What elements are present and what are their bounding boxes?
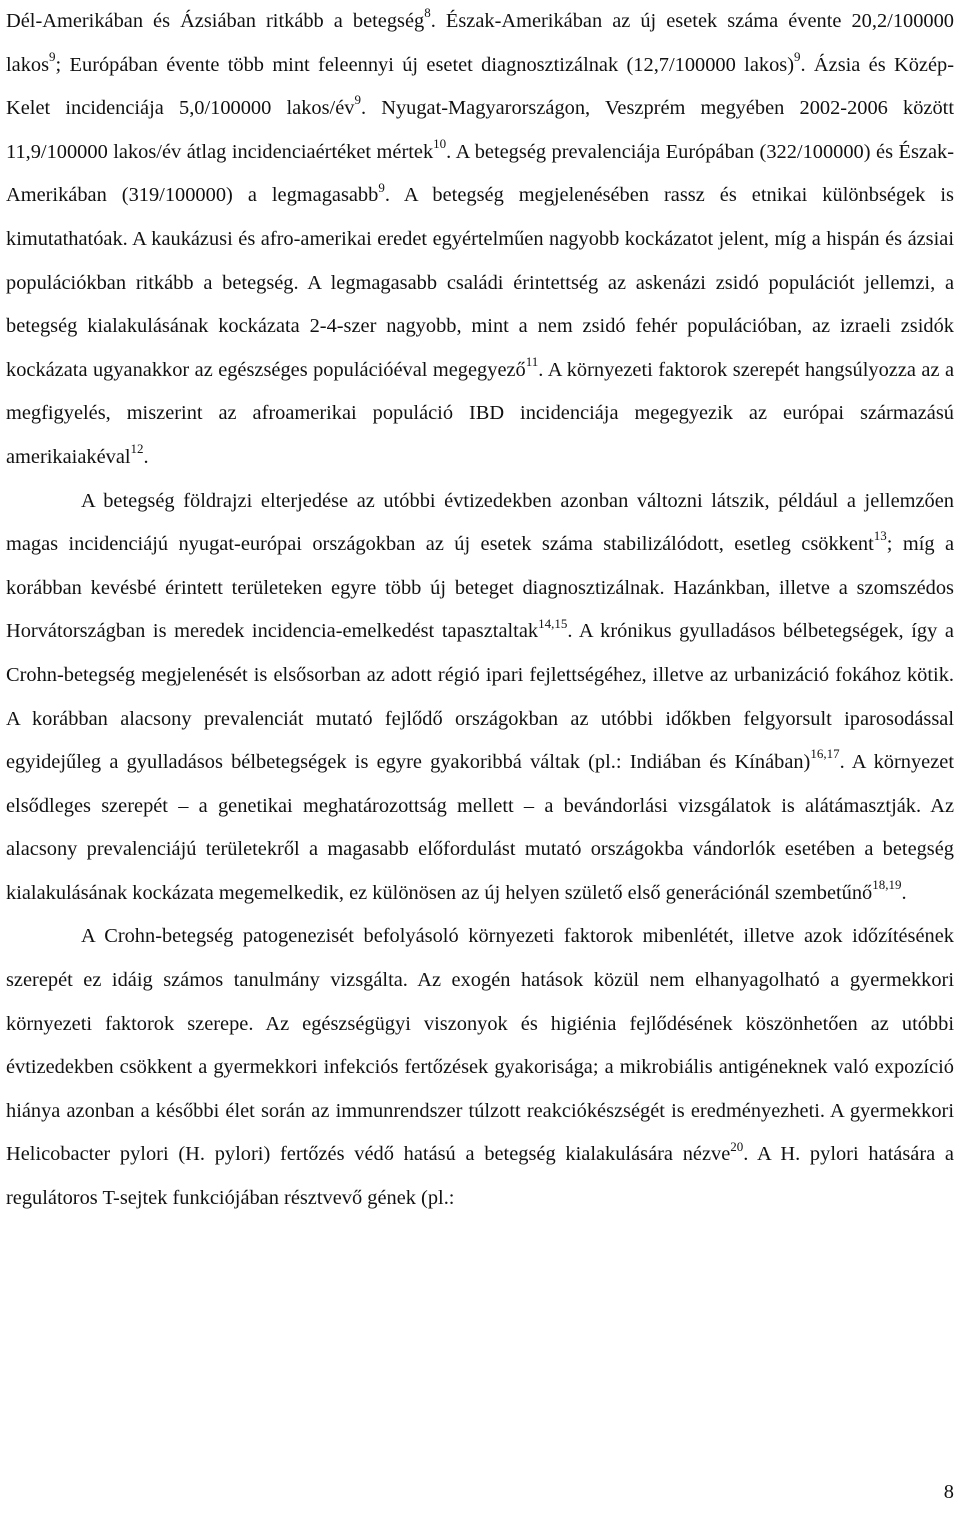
citation-superscript: 18,19 <box>872 877 902 893</box>
text-run: A Crohn-betegség patogenezisét befolyásoló környezeti faktorok mibenlétét, illetve azok időzítésének szerepét ez idáig számos tanulmány vizsgálta. Az exogén hatások közül nem elhanyagolható a gyermekkori környezeti faktorok szerepe. Az egészségügyi viszonyok és higiénia fejlődésének köszönhetően az utóbbi évtizedekben csökkent a gyermekkori infekciós fertőzések gyakorisága; a mikrobiális antigéneknek való expozíció hiánya azonban a későbbi élet során az immunrendszer túlzott reakciókészségét is eredményezheti. A gyermekkori Helicobacter pylori (H. pylori) fertőzés védő hatású a betegség kialakulására nézve <box>6 925 954 1166</box>
citation-superscript: 20 <box>730 1138 744 1154</box>
citation-superscript: 9 <box>378 179 385 195</box>
citation-superscript: 16,17 <box>810 746 840 762</box>
text-run: . A krónikus gyulladásos bélbetegségek, így a Crohn-betegség megjelenését is elsősorban az adott régió ipari fejlettségéhez, illetve az urbanizáció fokához kötik. A korábban alacsony prevalenciát mutató fejlődő országokban az utóbbi időkben felgyorsult iparosodással egyidejűleg a gyulladásos bélbetegségek is egyre gyakoribbá váltak (pl.: Indiában és Kínában) <box>6 620 954 774</box>
body-text <box>6 0 954 1221</box>
text-run: ; Európában évente több mint feleennyi új esetet diagnosztizálnak (12,7/100000 lakos) <box>55 53 794 76</box>
citation-superscript: 11 <box>525 353 539 369</box>
text-run: . A H. pylori hatására a regulátoros T-sejtek funkciójában résztvevő gének (pl.: <box>6 1143 954 1210</box>
text-run: . A környezeti faktorok szerepét hangsúlyozza az a megfigyelés, miszerint az afroamerikai populáció IBD incidenciája megegyezik az európai származású amerikaiakéval <box>6 358 954 468</box>
text-run: . Nyugat-Magyarországon, Veszprém megyében 2002-2006 között 11,9/100000 lakos/év átlag incidenciaértéket mértek <box>6 97 954 163</box>
page-number: 8 <box>943 1481 954 1503</box>
text-run: A betegség földrajzi elterjedése az utóbbi évtizedekben azonban változni látszik, például a jellemzően magas incidenciájú nyugat-európai országokban az új esetek száma stabilizálódott, esetleg csökkent <box>6 489 954 556</box>
text-run: . Ázsia és Közép-Kelet incidenciája 5,0/100000 lakos/év <box>6 53 954 120</box>
citation-superscript: 14,15 <box>538 615 568 631</box>
text-run: . A környezet elsődleges szerepét – a genetikai meghatározottság mellett – a bevándorlási vizsgálatok is alátámasztják. Az alacsony prevalenciájú területekről a magasabb előfordulást mutató országokba vándorlók esetében a betegség kialakulásának kockázata megemelkedik, ez különösen az új helyen születő első generációnál szembetűnő <box>6 751 954 904</box>
citation-superscript: 9 <box>49 48 56 64</box>
paragraph <box>6 480 954 916</box>
paragraph <box>6 915 954 1220</box>
text-run: . <box>901 881 907 904</box>
citation-superscript: 13 <box>873 528 887 544</box>
text-run: . A betegség megjelenésében rassz és etnikai különbségek is kimutathatóak. A kaukázusi és afro-amerikai eredet egyértelműen nagyobb kockázatot jelent, míg a hispán és ázsiai populációkban ritkább a betegség. A legmagasabb családi érintettség az askenázi zsidó populációt jellemzi, a betegség kialakulásának kockázata 2-4-szer nagyobb, mint a nem zsidó fehér populációban, az izraeli zsidók kockázata ugyanakkor az egészséges populációéval megegyező <box>6 184 954 381</box>
text-run: . <box>143 445 149 468</box>
text-run: ; míg a korábban kevésbé érintett területeken egyre több új beteget diagnosztizálnak. Hazánkban, illetve a szomszédos Horvátországban is meredek incidencia-emelkedést tapasztaltak <box>6 533 954 643</box>
citation-superscript: 10 <box>433 135 447 151</box>
text-run: . Észak-Amerikában az új esetek száma évente 20,2/100000 lakos <box>6 10 955 76</box>
citation-superscript: 9 <box>793 48 801 64</box>
text-run: . A betegség prevalenciája Európában (322/100000) és Észak-Amerikában (319/100000) a legmagasabb <box>6 140 954 207</box>
citation-superscript: 8 <box>424 5 431 21</box>
text-run: Dél-Amerikában és Ázsiában ritkább a betegség <box>6 10 425 32</box>
citation-superscript: 12 <box>130 441 144 457</box>
paragraph <box>6 0 954 480</box>
citation-superscript: 9 <box>354 92 361 108</box>
